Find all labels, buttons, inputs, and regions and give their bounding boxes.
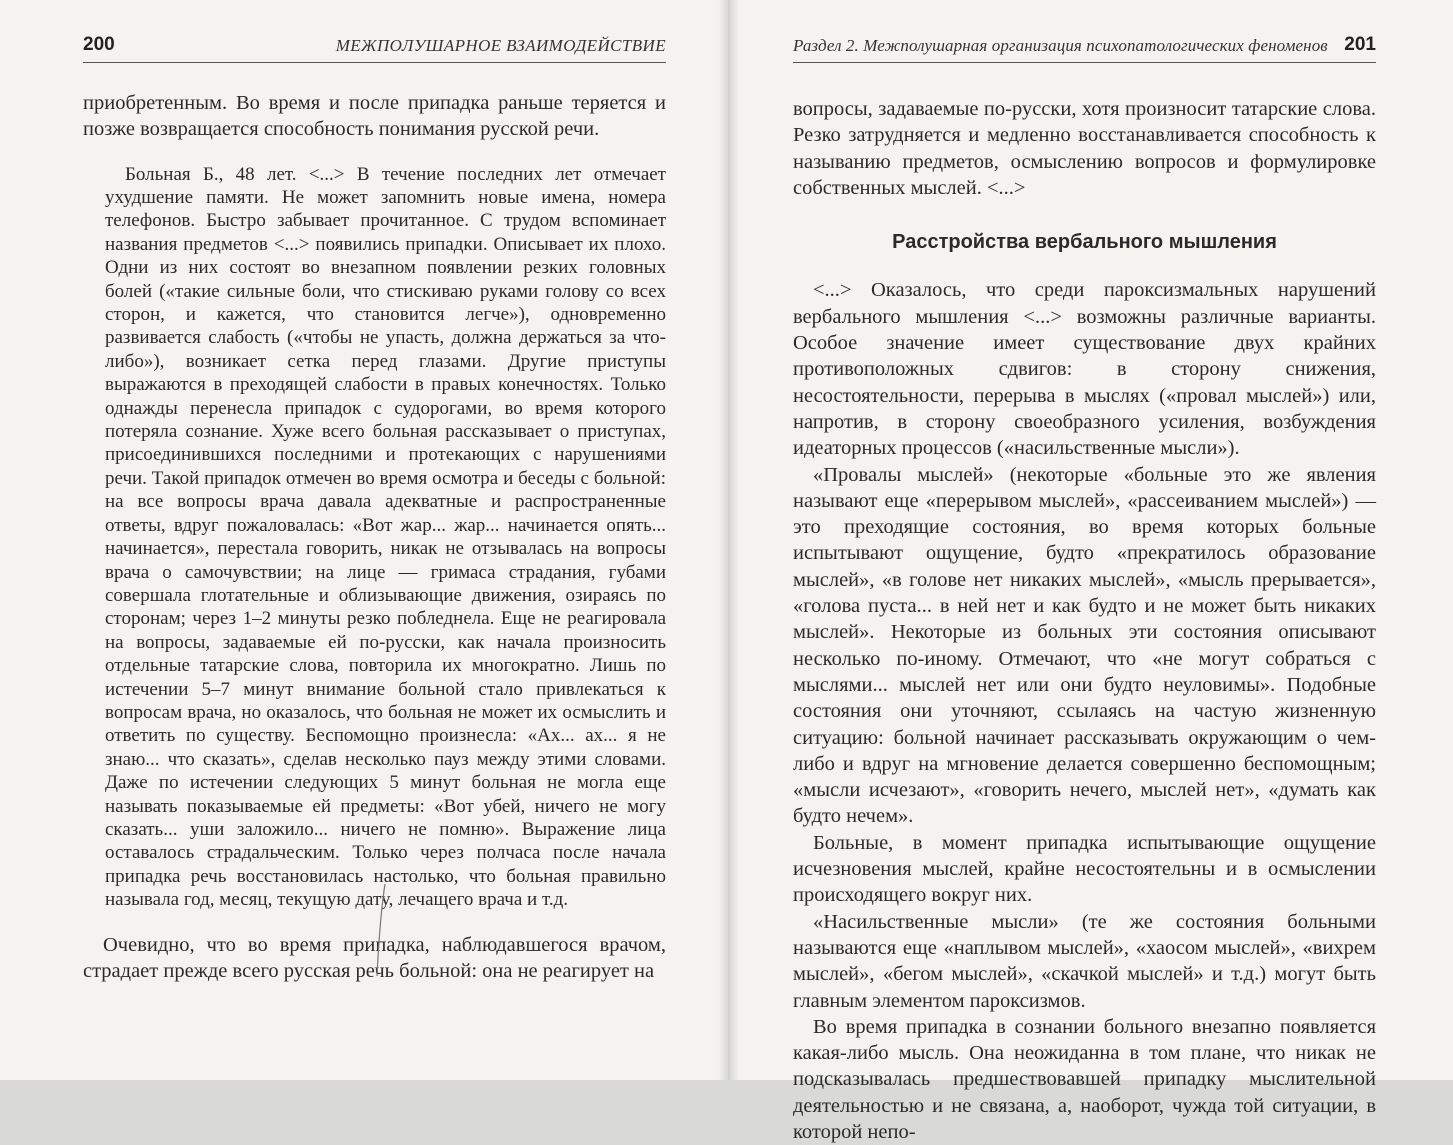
right-intro-paragraph: вопросы, задаваемые по-русски, хотя произносит татарские слова. Резко затрудняется и медленно восстанавливается способность к называнию предметов, осмыслению вопросов и формулировке собственных мыслей. <...>	[793, 98, 1376, 199]
left-page-header	[83, 30, 666, 63]
left-page-body	[83, 90, 666, 984]
right-paragraph: Больные, в момент припадка испытывающие ощущение исчезновения мыслей, крайне несостоятельны и в осмыслении происходящего вокруг них.	[793, 831, 1376, 907]
right-paragraph: «Провалы мыслей» (некоторые «больные это же явления называют еще «перерывом мыслей», «рассеиванием мыслей») — это преходящие состояния, во время которых больные испытывают ощущение, будто «прекратилось образование мыслей», «в голове нет никаких мыслей», «мысль прерывается», «голова пуста... в ней нет и как будто и не может быть никаких мыслей». Некоторые из больных эти состояния описывают несколько по-иному. Отмечают, что «не могут собраться с мыслями... мыслей нет или они будто неуловимы». Подобные состояния они уточняют, ссылаясь на частую жизненную ситуацию: больной начинает рассказывать окружающим о чем-либо и вдруг на мгновение делается совершенно беспомощным; «мысли исчезают», «говорить нечего, мыслей нет», «думать как будто нечем».	[793, 463, 1376, 828]
section-heading: Расстройства вербального мышления	[892, 231, 1277, 254]
right-paragraph: <...> Оказалось, что среди пароксизмальных нарушений вербального мышления <...> возможны различные варианты. Особое значение имеет существование двух крайних противоположных сдвигов: в сторону снижения, несостоятельности, перерыва в мыслях («провал мыслей») или, напротив, в сторону своеобразного усиления, возбуждения идеаторных процессов («насильственные мысли»).	[793, 279, 1376, 460]
right-page	[736, 0, 1453, 1143]
left-intro-paragraph: приобретенным. Во время и после припадка раньше теряется и позже возвращается способность понимания русской речи.	[83, 92, 666, 141]
right-page-header	[793, 30, 1376, 63]
left-page-number: 200	[83, 34, 115, 55]
right-paragraph: «Насильственные мысли» (те же состояния больными называются еще «наплывом мыслей», «хаосом мыслей», «вихрем мыслей», «бегом мыслей», «скачкой мыслей» и т.д.) могут быть главным элементом пароксизмов.	[793, 910, 1376, 1012]
right-page-number: 201	[1344, 34, 1376, 55]
right-paragraph: Во время припадка в сознании больного внезапно появляется какая-либо мысль. Она неожиданна в том плане, что никак не подсказывалась предшествовавшей припадку мыслительной деятельностью и не связана, а, наоборот, чужда той ситуации, в которой непо-	[793, 1015, 1376, 1143]
right-page-body	[793, 96, 1376, 1145]
left-closing-paragraph: Очевидно, что во время припадка, наблюдавшегося врачом, страдает прежде всего русская речь больной: она не реагирует на	[83, 933, 666, 982]
left-page	[0, 0, 722, 1080]
case-report-paragraph: Больная Б., 48 лет. <...> В течение последних лет отмечает ухудшение памяти. Не может запомнить новые имена, номера телефонов. Быстро забывает прочитанное. С трудом вспоминает названия предметов <...> появились припадки. Описывает их плохо. Одни из них состоят во внезапном появлении резких головных болей («такие сильные боли, что стискиваю руками голову со всех сторон, и кажется, что становится легче»), одновременно развивается слабость («чтобы не упасть, должна держаться за что-либо»), возникает сетка перед глазами. Другие приступы выражаются в преходящей слабости в правых конечностях. Только однажды перенесла припадок с судорогами, во время которого потеряла сознание. Хуже всего больная рассказывает о приступах, присоединившихся последними и протекающих с нарушениями речи. Такой припадок отмечен во время осмотра и беседы с больной: на все вопросы врача давала адекватные и распространенные ответы, вдруг пожаловалась: «Вот жар... жар... начинается опять... начинается», перестала говорить, никак не отзывалась на вопросы врача о самочувствии; на лице — гримаса страдания, губами совершала глотательные и облизывающие движения, озираясь по сторонам; через 1–2 минуты резко побледнела. Еще не реагировала на вопросы, задаваемые ей по-русски, как начала произносить отдельные татарские слова, повторила их многократно. Лишь по истечении 5–7 минут внимание больной стало привлекаться к вопросам врача, но оказалось, что больная не может их осмыслить и ответить по существу. Беспомощно произнесла: «Ах... ах... я не знаю... что сказать», сделав несколько пауз между этими словами. Даже по истечении следующих 5 минут больная не могла еще называть показываемые ей предметы: «Вот убей, ничего не могу сказать... уши заложило... ничего не помню». Выражение лица оставалось страдальческим. Только через полчаса после начала припадка речь восстановилась настолько, что больная правильно называла год, месяц, текущую дату, лечащего врача и т.д.	[105, 163, 666, 911]
left-running-header: МЕЖПОЛУШАРНОЕ ВЗАИМОДЕЙСТВИЕ	[335, 36, 666, 55]
right-running-header: Раздел 2. Межполушарная организация психопатологических феноменов	[793, 36, 1328, 55]
